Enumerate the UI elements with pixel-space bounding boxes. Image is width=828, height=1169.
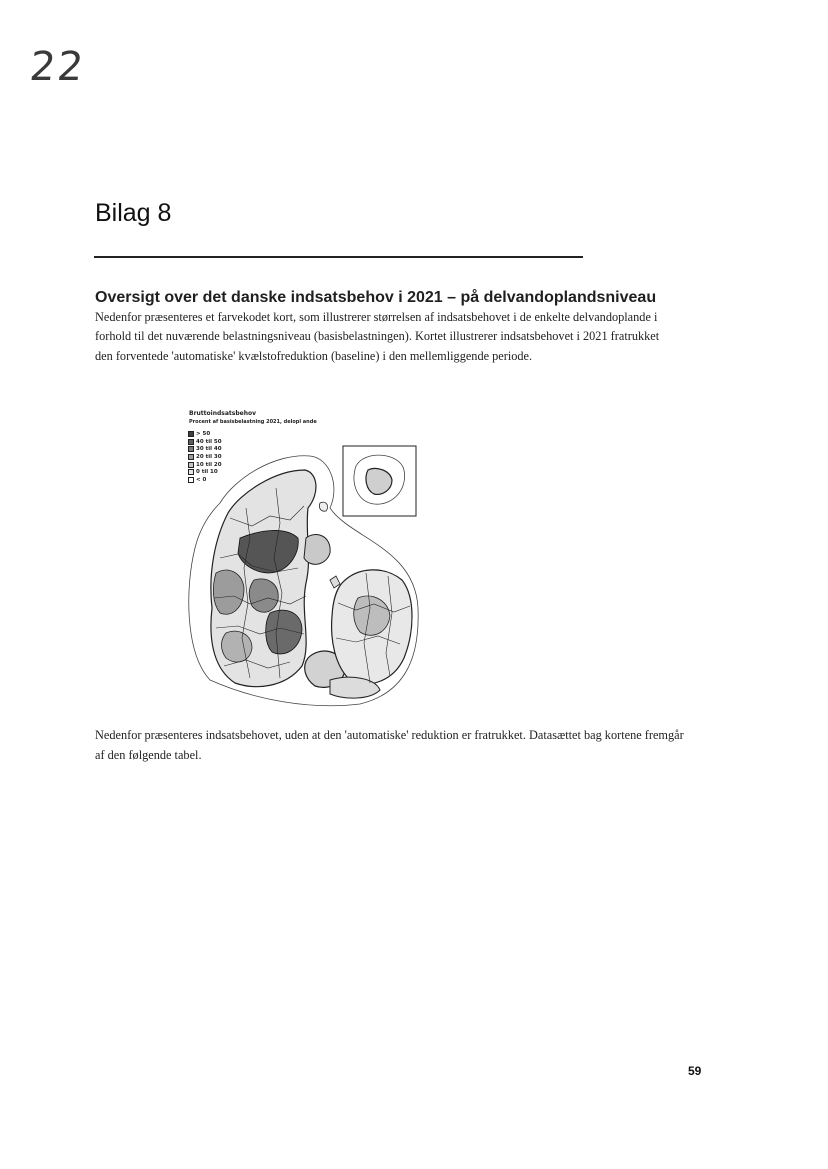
legend-label: > 50 <box>196 430 211 437</box>
legend-label: 40 til 50 <box>196 438 222 445</box>
legend-swatch <box>188 469 194 475</box>
legend-item <box>188 476 222 484</box>
legend-label: 30 til 40 <box>196 446 222 453</box>
heading-divider <box>94 256 583 258</box>
page-heading: Bilag 8 <box>95 199 172 227</box>
map-legend <box>188 430 222 484</box>
legend-item <box>188 453 222 461</box>
legend-item <box>188 461 222 469</box>
bornholm-island <box>366 468 392 494</box>
legend-swatch <box>188 462 194 468</box>
intro-paragraph: Nedenfor præsenteres et farvekodet kort, som illustrerer størrelsen af indsatsbehovet i de enkelte delvandoplande i forhold til det nuværende belastningsniveau (basisbelastningen). Kortet illustrerer indsatsbehovet i 2021 fratrukket den forventede 'automatiske' kvælstofreduktion (baseline) i den mellemliggende periode. <box>95 310 660 363</box>
djursland-region <box>304 534 330 564</box>
legend-label: 20 til 30 <box>196 453 222 460</box>
legend-item <box>188 438 222 446</box>
mid-demand-area-center <box>249 579 278 612</box>
anholt-island <box>319 502 327 511</box>
legend-label: < 0 <box>196 476 207 483</box>
legend-swatch <box>188 431 194 437</box>
legend-label: 10 til 20 <box>196 461 222 468</box>
legend-swatch <box>188 439 194 445</box>
page-number: 59 <box>688 1064 702 1078</box>
legend-label: 0 til 10 <box>196 469 218 476</box>
map-figure <box>180 408 420 708</box>
handwritten-page-mark: 22 <box>27 44 88 90</box>
legend-item <box>188 430 222 438</box>
legend-swatch <box>188 454 194 460</box>
legend-swatch <box>188 477 194 483</box>
map-subtitle: Procent af basisbelastning 2021, delopl ande <box>189 419 317 425</box>
section-subtitle: Oversigt over det danske indsatsbehov i 2021 – på delvandoplandsniveau <box>95 289 657 306</box>
map-title: Bruttoindsatsbehov <box>189 410 257 417</box>
mid-demand-area-south <box>222 631 253 662</box>
legend-item <box>188 445 222 453</box>
legend-swatch <box>188 446 194 452</box>
legend-item <box>188 468 222 476</box>
after-map-paragraph: Nedenfor præsenteres indsatsbehovet, uden at den 'automatiske' reduktion er fratrukket. Datasættet bag kortene fremgår af den følgende tabel. <box>95 728 684 762</box>
